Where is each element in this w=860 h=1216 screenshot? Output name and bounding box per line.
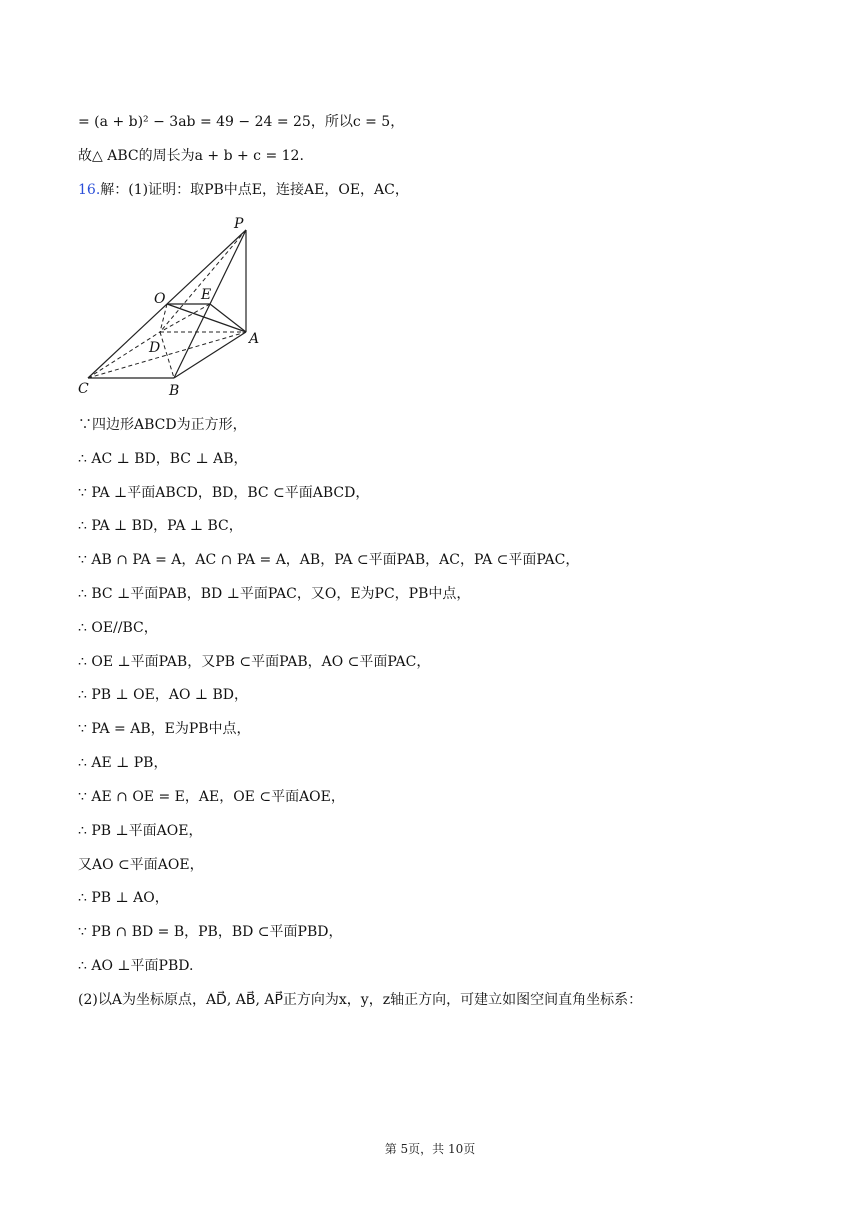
label-A: A bbox=[249, 331, 260, 347]
text-line: ∴ PB ⊥ OE，AO ⊥ BD， bbox=[78, 687, 248, 703]
text-line: ∴ OE//BC， bbox=[78, 620, 158, 636]
text-line: ∵ AE ∩ OE = E，AE，OE ⊂平面AOE， bbox=[78, 789, 345, 805]
text-line: ∴ AC ⊥ BD，BC ⊥ AB， bbox=[78, 451, 248, 467]
text-line: ∴ AO ⊥平面PBD. bbox=[78, 958, 194, 974]
label-P: P bbox=[234, 216, 244, 232]
text-line: ∴ OE ⊥平面PAB，又PB ⊂平面PAB，AO ⊂平面PAC， bbox=[78, 654, 431, 670]
edge-ED bbox=[160, 304, 210, 332]
text-line: ∴ AE ⊥ PB， bbox=[78, 755, 168, 771]
text-line: ∵四边形ABCD为正方形， bbox=[78, 417, 247, 433]
page-footer: 第 5页，共 10页 bbox=[384, 1142, 476, 1156]
text-line: ∴ PB ⊥平面AOE， bbox=[78, 823, 203, 839]
label-D: D bbox=[149, 340, 161, 356]
problem-number: 16. bbox=[78, 182, 101, 198]
text-line: 又AO ⊂平面AOE， bbox=[78, 857, 204, 873]
label-C: C bbox=[78, 381, 89, 397]
text-line: ∵ PA = AB，E为PB中点， bbox=[78, 721, 251, 737]
pyramid-figure bbox=[72, 212, 272, 400]
label-O: O bbox=[154, 291, 166, 307]
text-line: ∴ BC ⊥平面PAB，BD ⊥平面PAC，又O，E为PC，PB中点， bbox=[78, 586, 471, 602]
text-line: ∵ AB ∩ PA = A，AC ∩ PA = A，AB，PA ⊂平面PAB，AC，PA ⊂平面PAC， bbox=[78, 552, 580, 568]
problem-heading bbox=[78, 180, 409, 200]
text-line: ∵ PB ∩ BD = B，PB，BD ⊂平面PBD， bbox=[78, 924, 343, 940]
pyramid-diagram bbox=[72, 212, 272, 400]
problem-intro: 解：(1)证明：取PB中点E，连接AE，OE，AC， bbox=[100, 182, 409, 198]
text-line: 故△ ABC的周长为a + b + c = 12. bbox=[78, 148, 304, 164]
text-line: ∴ PB ⊥ AO， bbox=[78, 890, 169, 906]
text-line: = (a + b)² − 3ab = 49 − 24 = 25，所以c = 5， bbox=[78, 114, 405, 130]
label-B: B bbox=[169, 383, 180, 399]
text-line: ∴ PA ⊥ BD，PA ⊥ BC， bbox=[78, 518, 243, 534]
text-line: (2)以A为坐标原点，AD⃗, AB⃗, AP⃗正方向为x，y，z轴正方向，可建立如图空间直角坐标系： bbox=[78, 992, 643, 1008]
label-E: E bbox=[201, 287, 212, 303]
edge-DB bbox=[160, 332, 174, 378]
edge-EA bbox=[210, 304, 246, 332]
text-line: ∵ PA ⊥平面ABCD，BD，BC ⊂平面ABCD， bbox=[78, 485, 370, 501]
edge-OA bbox=[167, 304, 246, 332]
